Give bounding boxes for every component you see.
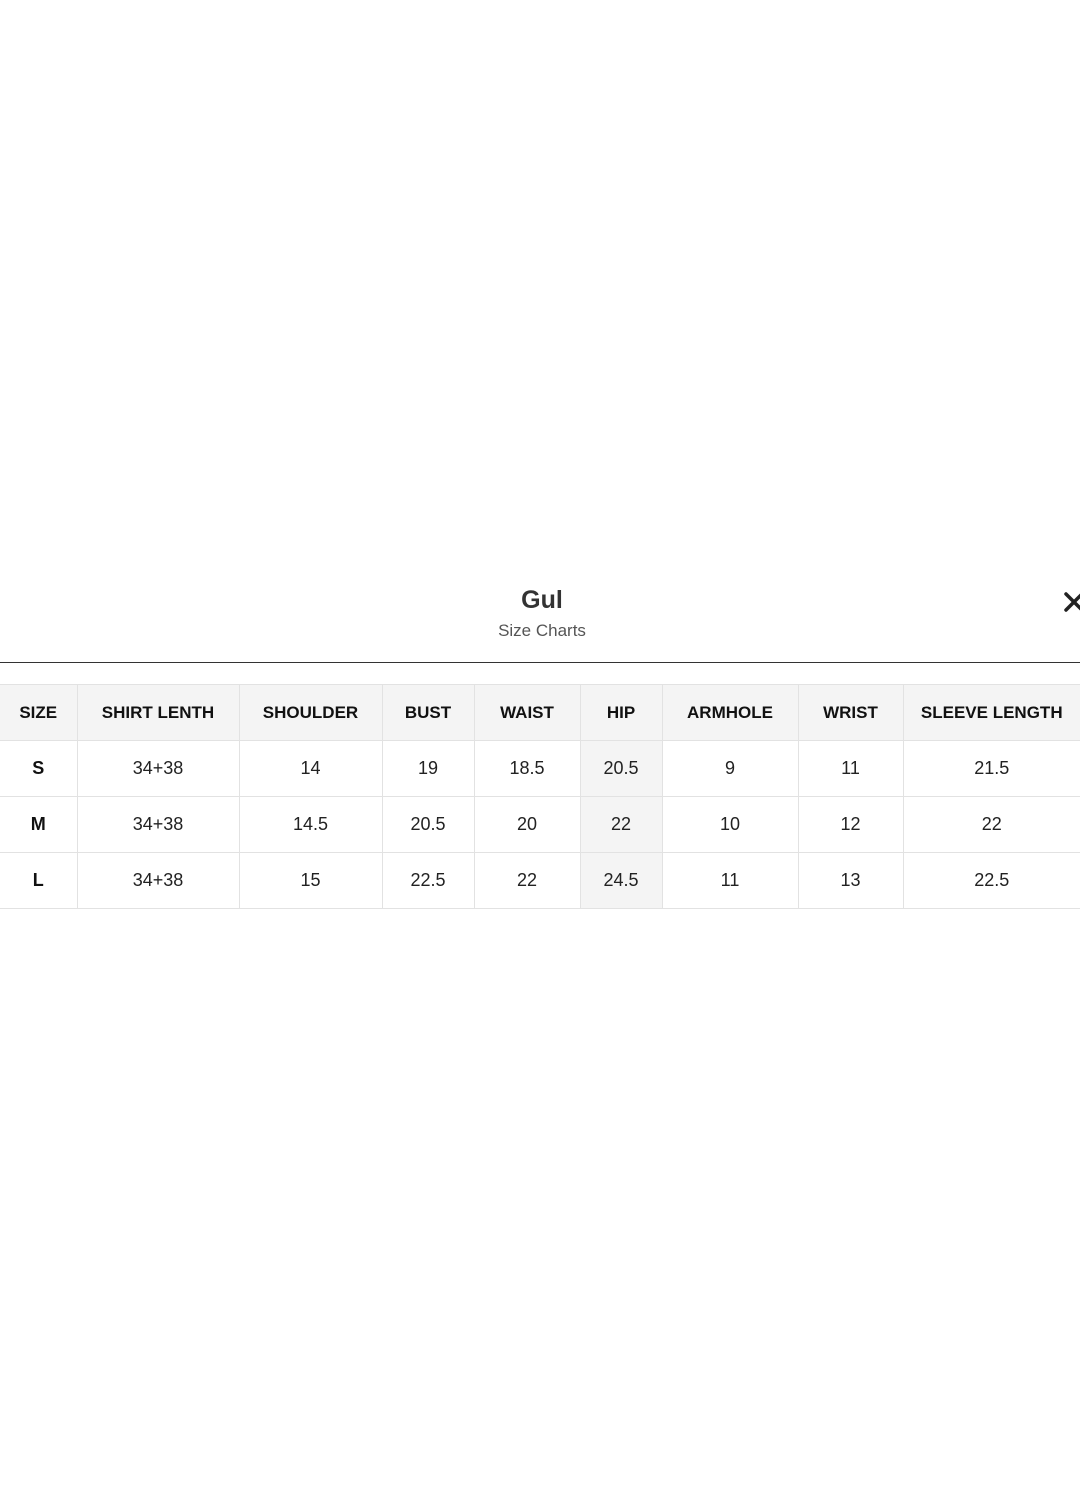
table-cell: 20.5 <box>382 797 474 853</box>
size-cell: L <box>0 853 77 909</box>
table-cell: 22.5 <box>903 853 1080 909</box>
column-header-sleeve-length: SLEEVE LENGTH <box>903 685 1080 741</box>
column-header-waist: WAIST <box>474 685 580 741</box>
column-header-armhole: ARMHOLE <box>662 685 798 741</box>
table-cell: 22.5 <box>382 853 474 909</box>
table-cell: 21.5 <box>903 741 1080 797</box>
table-cell: 34+38 <box>77 741 239 797</box>
size-chart-modal <box>0 570 1080 915</box>
table-row <box>0 853 1080 909</box>
table-cell: 20.5 <box>580 741 662 797</box>
size-chart-table <box>0 684 1080 909</box>
table-cell: 11 <box>798 741 903 797</box>
table-cell: 10 <box>662 797 798 853</box>
column-header-size: SIZE <box>0 685 77 741</box>
table-cell: 15 <box>239 853 382 909</box>
table-cell: 9 <box>662 741 798 797</box>
modal-title: Gul <box>521 586 563 614</box>
table-cell: 22 <box>903 797 1080 853</box>
table-row <box>0 797 1080 853</box>
column-header-bust: BUST <box>382 685 474 741</box>
table-cell: 19 <box>382 741 474 797</box>
column-header-hip: HIP <box>580 685 662 741</box>
size-cell: S <box>0 741 77 797</box>
column-header-shirt-length: SHIRT LENTH <box>77 685 239 741</box>
table-cell: 20 <box>474 797 580 853</box>
table-cell: 34+38 <box>77 797 239 853</box>
table-cell: 13 <box>798 853 903 909</box>
table-cell: 14 <box>239 741 382 797</box>
table-cell: 18.5 <box>474 741 580 797</box>
table-cell: 34+38 <box>77 853 239 909</box>
table-cell: 11 <box>662 853 798 909</box>
table-cell: 12 <box>798 797 903 853</box>
size-cell: M <box>0 797 77 853</box>
modal-subtitle: Size Charts <box>498 621 586 640</box>
table-row <box>0 741 1080 797</box>
table-cell: 22 <box>474 853 580 909</box>
table-header-row <box>0 685 1080 741</box>
modal-header <box>0 570 1080 663</box>
close-icon[interactable] <box>1063 591 1080 613</box>
column-header-shoulder: SHOULDER <box>239 685 382 741</box>
table-cell: 24.5 <box>580 853 662 909</box>
table-cell: 14.5 <box>239 797 382 853</box>
column-header-wrist: WRIST <box>798 685 903 741</box>
table-cell: 22 <box>580 797 662 853</box>
